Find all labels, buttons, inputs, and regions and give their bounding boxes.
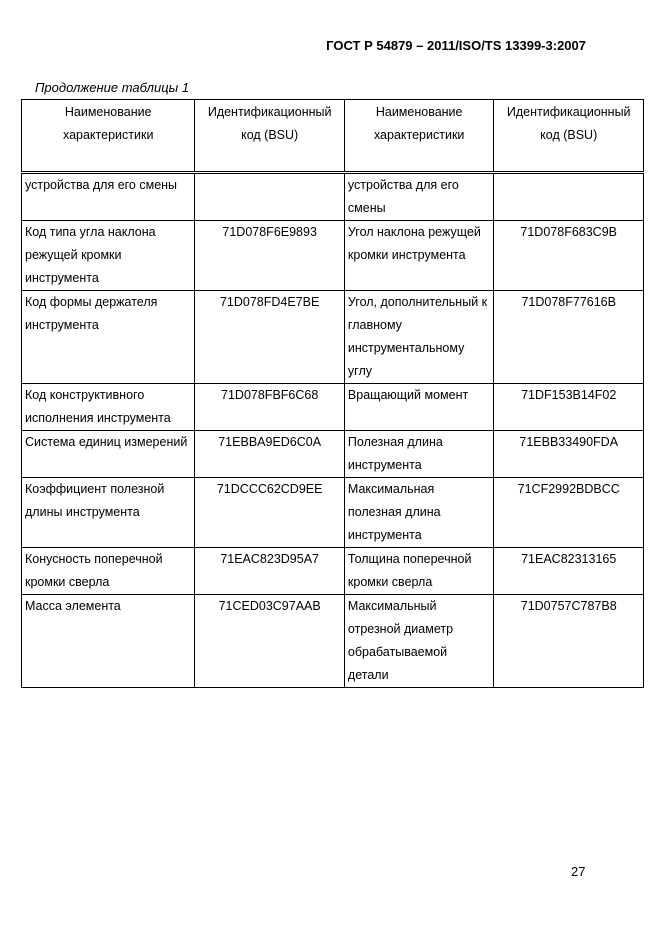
code-cell: 71EAC82313165 [494,548,644,595]
table-row [22,431,644,478]
name-cell: Код типа угла наклона режущей кромки инструмента [22,221,195,291]
table-row [22,384,644,431]
table-row [22,478,644,548]
code-cell: 71DF153B14F02 [494,384,644,431]
code-cell: 71EAC823D95A7 [195,548,345,595]
table-header-row [22,100,644,173]
code-cell: 71CED03C97AAB [195,595,345,688]
name-cell: Конусность поперечной кромки сверла [22,548,195,595]
name-cell: Код конструктивного исполнения инструмента [22,384,195,431]
name-cell: Угол наклона режущей кромки инструмента [344,221,494,291]
name-cell: Код формы держателя инструмента [22,291,195,384]
table-row [22,595,644,688]
page-number: 27 [571,864,586,879]
name-cell: Угол, дополнительный к главному инструментальному углу [344,291,494,384]
table-row [22,291,644,384]
name-cell: Вращающий момент [344,384,494,431]
characteristics-table [21,99,644,688]
table-caption: Продолжение таблицы 1 [35,80,190,95]
header-code-1: Идентификационный код (BSU) [195,100,345,173]
code-cell [195,173,345,221]
header-name-2: Наименование характеристики [344,100,494,173]
name-cell: Коэффициент полезной длины инструмента [22,478,195,548]
code-cell: 71DCCC62CD9EE [195,478,345,548]
table-row [22,221,644,291]
code-cell: 71EBB33490FDA [494,431,644,478]
table-row [22,548,644,595]
name-cell: Максимальный отрезной диаметр обрабатываемой детали [344,595,494,688]
code-cell: 71D078FD4E7BE [195,291,345,384]
document-header: ГОСТ Р 54879 – 2011/ISO/TS 13399-3:2007 [326,38,586,53]
name-cell: устройства для его смены [22,173,195,221]
header-code-2: Идентификационный код (BSU) [494,100,644,173]
name-cell: Полезная длина инструмента [344,431,494,478]
name-cell: Система единиц измерений [22,431,195,478]
code-cell: 71D0757C787B8 [494,595,644,688]
name-cell: Толщина поперечной кромки сверла [344,548,494,595]
code-cell: 71D078FBF6C68 [195,384,345,431]
name-cell: Масса элемента [22,595,195,688]
code-cell: 71D078F77616B [494,291,644,384]
code-cell: 71EBBA9ED6C0A [195,431,345,478]
code-cell: 71D078F683C9B [494,221,644,291]
header-name-1: Наименование характеристики [22,100,195,173]
code-cell [494,173,644,221]
name-cell: устройства для его смены [344,173,494,221]
name-cell: Максимальная полезная длина инструмента [344,478,494,548]
table-row [22,173,644,221]
code-cell: 71CF2992BDBCC [494,478,644,548]
code-cell: 71D078F6E9893 [195,221,345,291]
